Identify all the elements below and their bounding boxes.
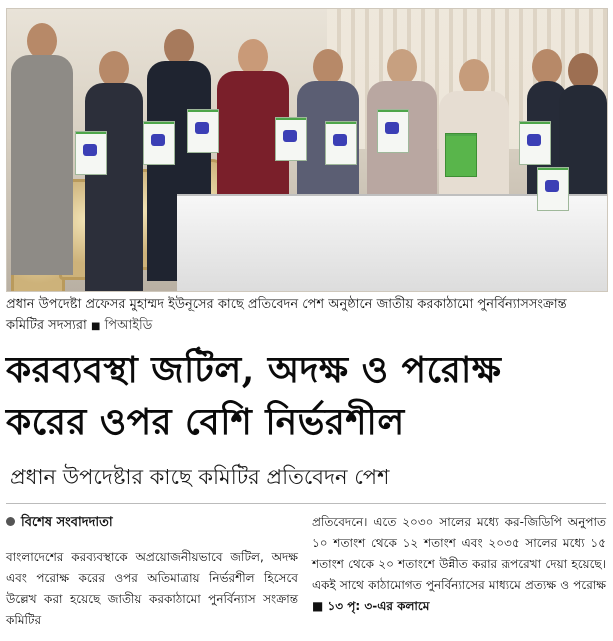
report-cover xyxy=(275,117,307,161)
caption-bullet: ■ xyxy=(90,321,101,332)
report-cover xyxy=(143,121,175,165)
report-cover xyxy=(377,109,409,153)
news-photo xyxy=(6,8,608,292)
report-cover xyxy=(75,131,107,175)
headline-line-2: করের ওপর বেশি নির্ভরশীল xyxy=(6,401,405,443)
report-cover xyxy=(537,167,569,211)
continuation-link[interactable]: ■ ১৩ পৃ: ৩-এর কলামে xyxy=(312,599,430,613)
photo-credit: পিআইডি xyxy=(104,318,153,333)
byline xyxy=(6,512,298,533)
article-column-left xyxy=(6,512,298,631)
report-cover xyxy=(325,121,357,165)
report-cover xyxy=(519,121,551,165)
photo-caption xyxy=(6,294,606,337)
headline xyxy=(6,344,606,448)
caption-text: প্রধান উপদেষ্টা প্রফেসর মুহাম্মদ ইউনূসের কাছে প্রতিবেদন পেশ অনুষ্ঠানে জাতীয় করকাঠামো পুনর্বিন্যাসসংক্রান্ত কমিটির সদস্যরা xyxy=(6,297,567,333)
person xyxy=(11,23,73,273)
article-column-right xyxy=(312,512,606,617)
byline-text: বিশেষ সংবাদদাতা xyxy=(21,515,113,530)
report-cover xyxy=(445,133,477,177)
body-text-left: বাংলাদেশের করব্যবস্থাকে অপ্রয়োজনীয়ভাবে জটিল, অদক্ষ এবং পরোক্ষ করের ওপর অতিমাত্রায় নির্ভরশীল হিসেবে উল্লেখ করা হয়েছে জাতীয় করকাঠামো পুনর্বিন্যাস সংক্রান্ত কমিটির xyxy=(6,550,298,627)
divider xyxy=(6,503,606,504)
bullet-icon xyxy=(6,517,15,526)
report-cover xyxy=(187,109,219,153)
body-text-right: প্রতিবেদনে। এতে ২০৩০ সালের মধ্যে কর-জিডিপি অনুপাত ১০ শতাংশ থেকে ১২ শতাংশ এবং ২০৩৫ সালের মধ্যে ১৫ শতাংশ থেকে ২০ শতাংশে উন্নীত করার রূপরেখা দেয়া হয়েছে। একই সাথে কাঠামোগত পুনর্বিন্যাসের মাধ্যমে প্রত্যক্ষ ও পরোক্ষ xyxy=(312,515,606,592)
headline-line-1: করব্যবস্থা জটিল, অদক্ষ ও পরোক্ষ xyxy=(6,349,502,391)
subheadline: প্রধান উপদেষ্টার কাছে কমিটির প্রতিবেদন পেশ xyxy=(10,465,390,489)
